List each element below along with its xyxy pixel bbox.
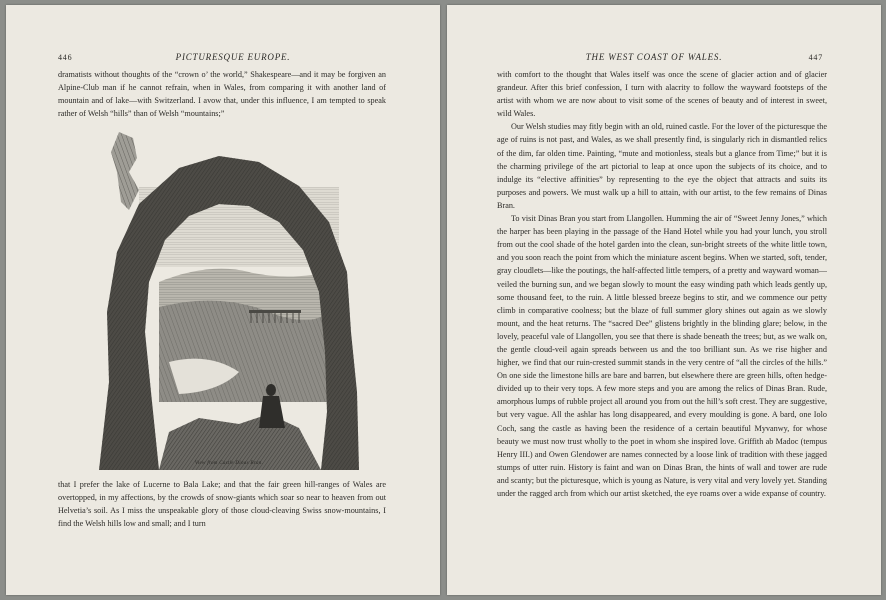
- left-page-header: [6, 52, 440, 66]
- right-paragraph-1: with comfort to the thought that Wales itself was once the scene of glacier action and of glacier grandeur. After this brief confession, I turn with alacrity to follow the wayward footsteps of the artist with whom we are now about to visit some of the scenes of beauty and of interest in sweet, wild Wales.: [497, 70, 827, 119]
- castle-arch-engraving: [99, 132, 359, 470]
- right-page-header: [447, 52, 881, 66]
- left-paragraph-top: dramatists without thoughts of the “crown o’ the world,” Shakespeare—and it may be forgiven an Alpine-Club man if he cannot refrain, when in Wales, from comparing it with another land of mountain and of lake—with Switzerland. I avow that, under this influence, I am tempted to speak rather of Welsh “hills” than of Welsh “mountains;”: [58, 70, 386, 119]
- figure-caption: View from Castle Dinas Bran.: [194, 461, 264, 466]
- aqueduct: [249, 310, 301, 323]
- right-text: [497, 68, 827, 500]
- right-page-number: 447: [808, 53, 823, 62]
- left-page: [6, 5, 440, 595]
- left-text-bottom: [58, 478, 386, 530]
- right-paragraph-3: To visit Dinas Bran you start from Llangollen. Humming the air of “Sweet Jenny Jones,” which the harper has been playing in the passage of the Hand Hotel while you had your lunch, you stroll from out the cool shade of the hotel garden into the clean, sun-bright streets of the white little town, and you soon reach the point from which the miniature ascent begins. When we started, soft, tender, gray cloudlets—like the poutings, the half-affected little tempers, of a pretty and wayward woman—veiled the burning sun, and we began slowly to mount the easy winding path which leads gently up, some thousand feet, to the ruin. A little blessed breeze begins to stir, and we commence our petty climb in comparative coolness; but the blaze of full summer glory shines out again as we slowly mount, and the heat returns. The “sacred Dee” glistens brightly in the blinding glare; below, in the lovely, peaceful vale of Llangollen, you see that there is shade beneath the trees; but, as we walk on, the gentle cloud-veil again spreads between us and the too brilliant sun. As we rise higher and higher, we find that our ruin-crested summit stands in the very centre of “all the circles of the hills.” On one side the limestone hills are bare and barren, but elsewhere there are green hills, often hedge-divided up to their very tops. A few more steps and you are among the relics of Dinas Bran. Rude, amorphous lumps of rubble project all around you from out the hill’s soft crest. They are suggestive, but very vague. All the ashlar has long disappeared, and every moulding is gone. A bard, one Iolo Coch, sang the castle as having been the residence of a certain beautiful Myvanwy, for whose beauty we must now trust wholly to the poet in whom she inspired love. Griffith ab Madoc (tempus Henry III.) and Owen Glendower are names connected by a loose link of tradition with these jagged stumps of utter ruin. History is faint and wan on Dinas Bran, the hints of wall and tower are rude and scanty; but the picturesque, which is young as Nature, is very vital and very lovely yet. Standing under the ragged arch from which our artist sketched, the eye roams over a wide expanse of country.: [497, 214, 827, 498]
- right-running-head: THE WEST COAST OF WALES.: [585, 52, 723, 62]
- left-page-number: 446: [58, 53, 73, 62]
- right-page: [447, 5, 881, 595]
- left-text-top: [58, 68, 386, 120]
- right-paragraph-2: Our Welsh studies may fitly begin with an old, ruined castle. For the lover of the picturesque the age of ruins is not past, and Wales, as we shall presently find, is singularly rich in dismantled relics of the dim, far olden time. Painting, “mute and motionless, steals but a glance from Time;” but it is the charming privilege of the art pictorial to leap at once upon the subjects of its choice, and to indulge its “elective affinities” by representing to the eye the object that attracts and suits its purposes and powers. We must walk up a hill to attain, with our artist, to the few remains of Dinas Bran.: [497, 122, 827, 210]
- left-paragraph-bottom: that I prefer the lake of Lucerne to Bala Lake; and that the fair green hill-ranges of Wales are overtopped, in my affections, by the crowds of snow-giants which soar so near to heaven from out Helvetia’s soil. As I miss the unspeakable glory of those cloud-cleaving Swiss snow-mountains, I find the Welsh hills low and small; and I turn: [58, 480, 386, 529]
- left-running-head: PICTURESQUE EUROPE.: [175, 52, 291, 62]
